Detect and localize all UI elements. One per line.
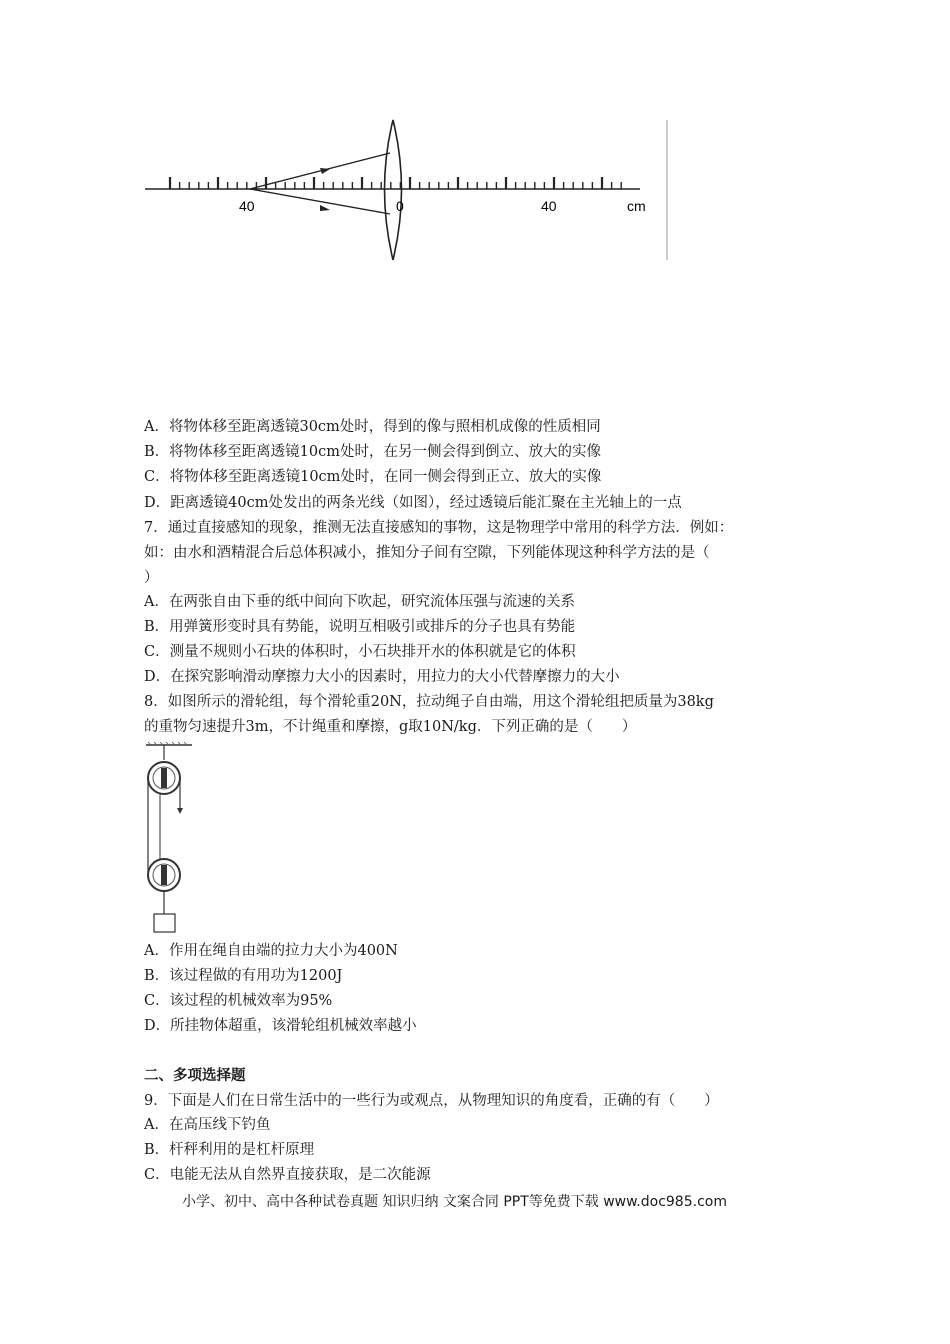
q7-option-b: B．用弹簧形变时具有势能，说明互相吸引或排斥的分子也具有势能	[144, 619, 576, 635]
section-heading: 二、多项选择题	[144, 1068, 246, 1084]
ruler-ticks	[170, 177, 621, 189]
q6-option-d: D．距离透镜40cm处发出的两条光线（如图），经过透镜后能汇聚在主光轴上的一点	[144, 495, 682, 511]
ray-arrow-lower	[320, 205, 330, 211]
axis-label-right-40: 40	[541, 198, 557, 214]
q7-stem-line1: 7．通过直接感知的现象，推测无法直接感知的事物，这是物理学中常用的科学方法．例如：	[144, 520, 734, 536]
pulley-system-figure	[140, 742, 200, 937]
q6-option-c: C．将物体移至距离透镜10cm处时，在同一侧会得到正立、放大的实像	[144, 469, 602, 485]
q6-option-b: B．将物体移至距离透镜10cm处时，在另一侧会得到倒立、放大的实像	[144, 444, 601, 460]
q6-option-a: A．将物体移至距离透镜30cm处时，得到的像与照相机成像的性质相同	[144, 419, 601, 435]
q7-option-a: A．在两张自由下垂的纸中间向下吹起，研究流体压强与流速的关系	[144, 594, 575, 610]
lens-optical-bench-figure	[140, 115, 675, 265]
q7-stem-line2: 如：由水和酒精混合后总体积减小，推知分子间有空隙，下列能体现这种科学方法的是（	[144, 545, 710, 561]
convex-lens	[385, 120, 402, 260]
ray-arrow-upper	[320, 168, 330, 174]
axis-unit-label: cm	[627, 198, 646, 214]
q9-option-a: A．在高压线下钓鱼	[144, 1117, 271, 1133]
axis-label-left-40: 40	[239, 198, 255, 214]
q8-stem-line1: 8．如图所示的滑轮组，每个滑轮重20N，拉动绳子自由端，用这个滑轮组把质量为38kg	[144, 694, 714, 710]
hanging-weight	[154, 914, 175, 932]
light-ray-upper	[250, 153, 390, 189]
q9-option-b: B．杆秤利用的是杠杆原理	[144, 1142, 315, 1158]
q8-option-b: B．该过程做的有用功为1200J	[144, 968, 343, 984]
q9-stem: 9．下面是人们在日常生活中的一些行为或观点，从物理知识的角度看，正确的有（ ）	[144, 1093, 719, 1109]
axis-label-0: 0	[396, 198, 404, 214]
q9-option-c: C．电能无法从自然界直接获取，是二次能源	[144, 1167, 431, 1183]
q8-stem-line2: 的重物匀速提升3m，不计绳重和摩擦，g取10N/kg．下列正确的是（ ）	[144, 719, 637, 735]
q7-option-c: C．测量不规则小石块的体积时，小石块排开水的体积就是它的体积	[144, 644, 576, 660]
q7-option-d: D．在探究影响滑动摩擦力大小的因素时，用拉力的大小代替摩擦力的大小	[144, 669, 620, 685]
q7-stem-line3: ）	[144, 570, 159, 586]
page-footer: 小学、初中、高中各种试卷真题 知识归纳 文案合同 PPT等免费下载 www.doc985.com	[182, 1194, 727, 1210]
q8-option-a: A．作用在绳自由端的拉力大小为400N	[144, 943, 398, 959]
q8-option-c: C．该过程的机械效率为95%	[144, 993, 333, 1009]
q8-option-d: D．所挂物体超重，该滑轮组机械效率越小	[144, 1018, 417, 1034]
